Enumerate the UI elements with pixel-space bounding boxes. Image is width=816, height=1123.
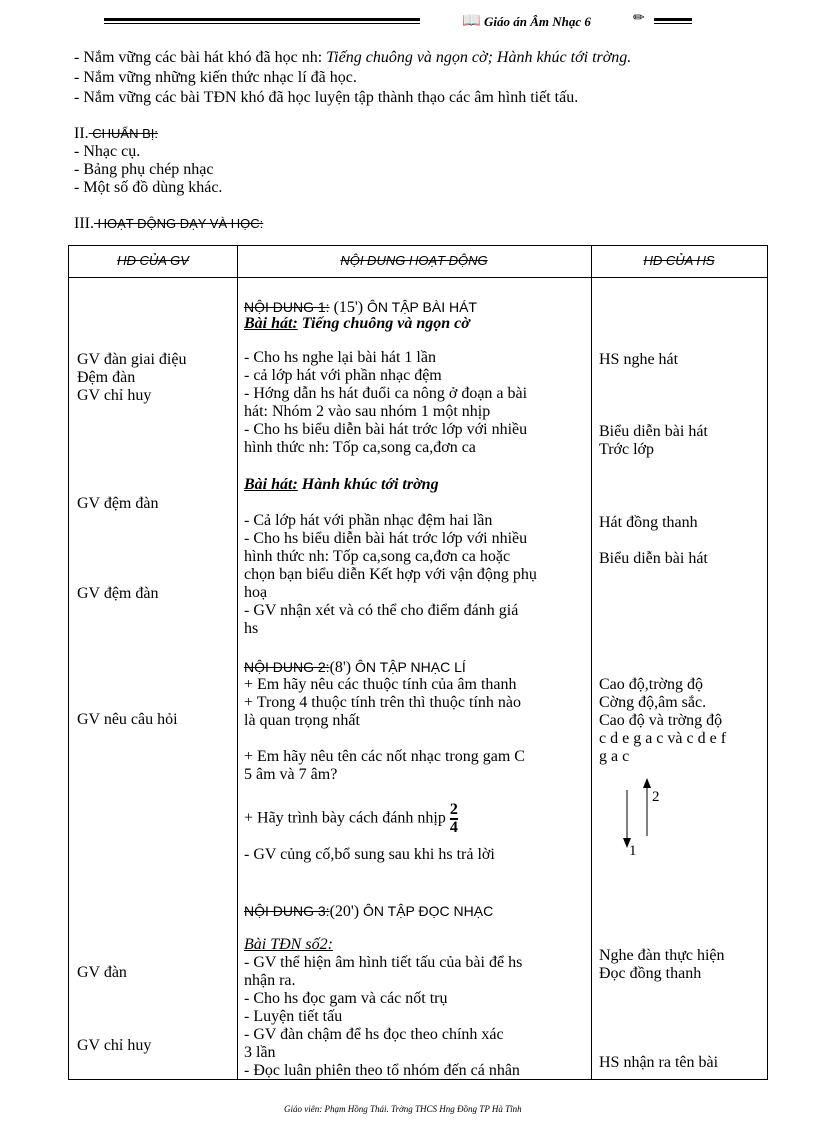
hs-activity: Biểu diễn bài hát [599,423,708,440]
hs-activity: Nghe đàn thực hiện [599,947,725,964]
gv-activity: GV nêu câu hỏi [77,711,178,728]
nd2-heading: NỘI DUNG 2:(8') ÔN TẬP NHẠC LÍ [244,659,466,676]
header-rule-right-thick [654,18,692,21]
book-icon: 📖 [462,13,481,29]
hs-answer: Cao độ,trờng độ [599,676,704,693]
intro-line: - Nắm vững các bài TĐN khó đã học luyện tập thành thạo các âm hình tiết tấu. [74,89,579,106]
header-hs: HĐ CỦA HS [643,253,715,268]
header-gv: HĐ CỦA GV [117,253,189,268]
gv-activity: Đệm đàn [77,369,136,386]
table-divider [237,246,238,1079]
nd3-line: nhận ra. [244,972,296,989]
section-2-item: - Nhạc cụ. [74,143,141,160]
intro-line: - Nắm vững các bài hát khó đã học nh: Tiếng chuông và ngọn cờ; Hành khúc tới trờng. [74,49,632,66]
header-rule-thin [104,23,420,24]
gv-activity: GV chỉ huy [77,387,152,404]
section-2 [74,125,222,197]
hs-activity: HS nhận ra tên bài [599,1054,719,1071]
nd3-line: 3 lần [244,1044,276,1061]
nd1-heading: NỘI DUNG 1: (15') ÔN TẬP BÀI HÁT [244,299,477,316]
nd2-line: + Trong 4 thuộc tính trên thì thuộc tính nào [244,694,522,711]
hs-answer: c d e g a c và c d e f [599,730,727,747]
gv-activity: GV đệm đàn [77,585,159,602]
nd1-line: - Cho hs biểu diễn bài hát trớc lớp với nhiều [244,421,528,438]
table-divider [591,246,592,1079]
song2-line: - GV nhận xét và có thể cho điểm đánh giá [244,602,519,619]
section-2-item: - Một số đồ dùng khác. [74,179,223,196]
song2-line: hình thức nh: Tốp ca,song ca,đơn ca hoặc [244,548,511,565]
song2-line: chọn bạn biểu diễn Kết hợp với vận động phụ [244,566,537,583]
song2-line: hs [244,620,259,637]
nd2-line: + Em hãy nêu các thuộc tính của âm thanh [244,676,517,693]
table-header-rule [69,277,767,278]
time-signature: $\frac{2}{4}$ [449,801,458,836]
nd2-line: + Em hãy nêu tên các nốt nhạc trong gam C [244,748,525,765]
nd1-line: - Hớng dẫn hs hát đuổi ca nông ở đoạn a bài [244,385,528,402]
hs-activity: Trớc lớp [599,441,655,458]
nd1-line: - cả lớp hát với phần nhạc đệm [244,367,442,384]
up-arrowhead [643,778,651,788]
intro-block [74,48,631,108]
nd3-line: - Cho hs đọc gam và các nốt trụ [244,990,448,1007]
section-3-heading: III. HOẠT ĐỘNG DẠY VÀ HỌC: [74,215,264,232]
hs-answer: Cờng độ,âm sắc. [599,694,707,711]
gv-activity: GV đàn [77,964,127,981]
header-rule-right-thin [654,23,692,24]
hs-activity: Hát đồng thanh [599,514,698,531]
nd1-line: hình thức nh: Tốp ca,song ca,đơn ca [244,439,476,456]
nd2-line: - GV củng cố,bổ sung sau khi hs trả lời [244,846,495,863]
section-2-item: - Bảng phụ chép nhạc [74,161,214,178]
section-2-heading: II. CHUẨN BỊ: [74,125,158,142]
nd2-line: là quan trọng nhất [244,712,360,729]
hs-answer: Cao độ và trờng độ [599,712,723,729]
nd3-line: - Đọc luân phiên theo tổ nhóm đến cá nhân [244,1062,520,1079]
tdn-title: Bài TĐN số2: [244,936,333,953]
intro-line: - Nắm vững những kiến thức nhạc lí đã học. [74,69,357,86]
nd3-line: - GV thể hiện âm hình tiết tấu của bài để hs [244,954,523,971]
nd2-beat-question: + Hãy trình bày cách đánh nhịp $\frac{2}{4}$ [244,801,458,836]
song2-line: - Cho hs biểu diễn bài hát trớc lớp với nhiều [244,530,528,547]
page-header-title: Giáo án Âm Nhạc 6 [484,14,591,29]
hs-activity: HS nghe hát [599,351,679,368]
song2-line: - Cả lớp hát với phần nhạc đệm hai lần [244,512,493,529]
nd3-line: - Luyện tiết tấu [244,1008,343,1025]
page-footer: Giáo viên: Phạm Hồng Thái. Trờng THCS Hng Đồng TP Hà Tĩnh [284,1104,522,1114]
pencil-icon: ✏ [633,11,645,26]
nd1-line: - Cho hs nghe lại bài hát 1 lần [244,349,436,366]
hs-activity: Đọc đồng thanh [599,965,702,982]
lesson-table [68,245,768,1080]
nd2-line: 5 âm và 7 âm? [244,766,338,783]
gv-activity: GV chỉ huy [77,1037,152,1054]
song-2-title: Bài hát: Hành khúc tới trờng [244,476,439,493]
song2-line: hoạ [244,584,268,601]
header-rule-thick [104,18,420,21]
beat-arrows-diagram [615,776,665,856]
nd1-line: hát: Nhóm 2 vào sau nhóm 1 một nhịp [244,403,491,420]
nd3-line: - GV đàn chậm để hs đọc theo chính xác [244,1026,504,1043]
beat-2-label: 2 [652,789,660,805]
hs-answer: g a c [599,748,630,765]
gv-activity: GV đệm đàn [77,495,159,512]
gv-activity: GV đàn giai điệu [77,351,187,368]
hs-activity: Biểu diễn bài hát [599,550,708,567]
nd3-heading: NỘI DUNG 3:(20') ÔN TẬP ĐỌC NHẠC [244,903,494,920]
song-1-title: Bài hát: Tiếng chuông và ngọn cờ [244,315,470,332]
beat-1-label: 1 [629,843,637,856]
header-content: NỘI DUNG HOẠT ĐỘNG [340,253,488,268]
